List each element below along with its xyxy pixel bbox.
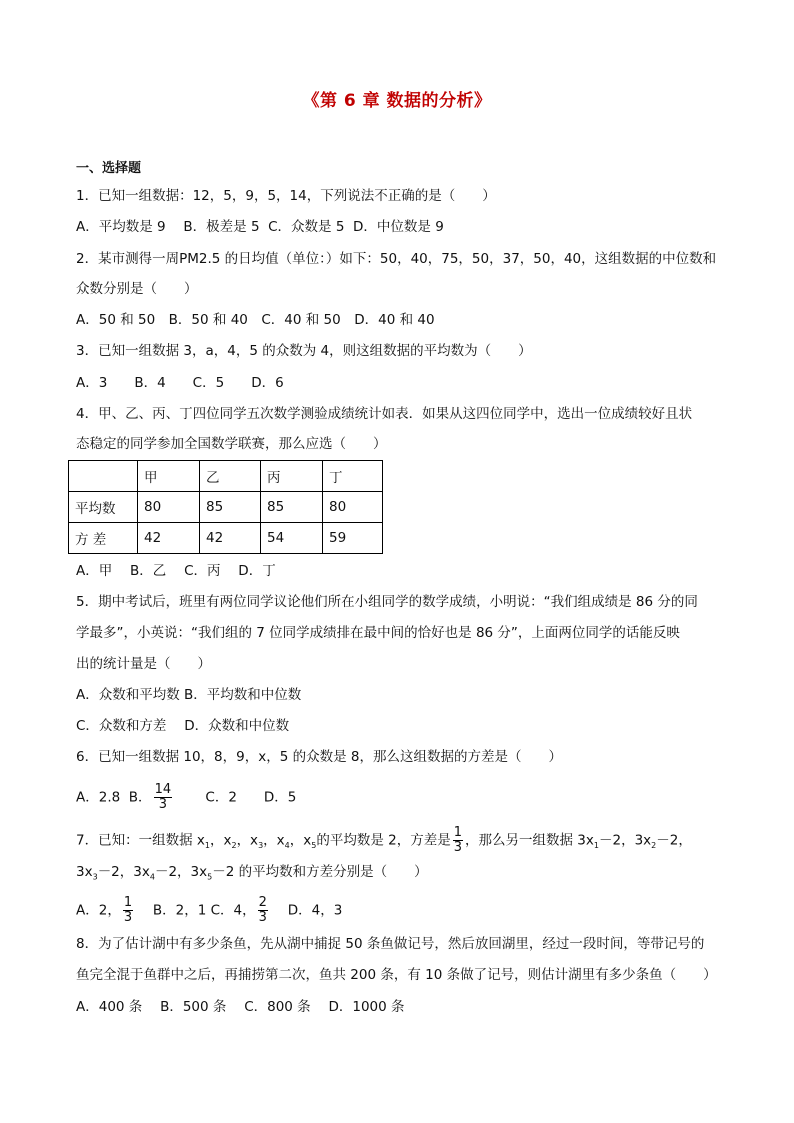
stem-text: －2， (656, 832, 692, 849)
table-row (69, 523, 383, 554)
subscript: 4 (284, 841, 290, 851)
question-3-stem: 3．已知一组数据 3，a，4，5 的众数为 4，则这组数据的平均数为（ ） (76, 343, 532, 359)
subscript: 2 (651, 841, 657, 851)
question-5-options-line1: A．众数和平均数 B．平均数和中位数 (76, 687, 302, 703)
question-8-stem-line2: 鱼完全混于鱼群中之后，再捕捞第二次，鱼共 200 条，有 10 条做了记号，则估计湖里有多少条鱼（ ） (76, 967, 717, 983)
stem-text: －2，3x (97, 864, 150, 880)
question-2-stem-line1: 2．某市测得一周PM2.5 的日均值（单位：）如下：50，40，75，50，37，50，40，这组数据的中位数和 (76, 251, 717, 267)
question-7-options (76, 896, 342, 925)
stem-text: ，x (209, 832, 232, 849)
table-header-cell: 乙 (200, 461, 261, 492)
page-title: 《第 6 章 数据的分析》 (302, 91, 492, 111)
table-cell: 59 (323, 523, 383, 554)
subscript: 5 (207, 872, 213, 882)
table-cell: 平均数 (69, 492, 138, 523)
table-cell: 85 (200, 492, 261, 523)
fraction-numerator: 2 (258, 895, 267, 910)
fraction (258, 896, 268, 925)
question-7-stem-line1 (76, 826, 692, 856)
table-cell: 42 (200, 523, 261, 554)
question-8-stem-line1: 8．为了估计湖中有多少条鱼，先从湖中捕捉 50 条鱼做记号，然后放回湖里，经过一段时间，等带记号的 (76, 936, 705, 952)
subscript: 5 (311, 841, 317, 851)
table-row (69, 492, 383, 523)
stem-text: －2 的平均数和方差分别是（ ） (212, 864, 428, 880)
subscript: 1 (593, 841, 599, 851)
fraction-numerator: 14 (154, 782, 172, 797)
table-header-cell: 甲 (138, 461, 200, 492)
stem-text: ，x (263, 832, 285, 849)
table-cell: 80 (323, 492, 383, 523)
stem-text: 3x (76, 864, 93, 880)
question-4-stem-line1: 4．甲、乙、丙、丁四位同学五次数学测验成绩统计如表．如果从这四位同学中，选出一位成绩较好且状 (76, 406, 693, 422)
section-heading: 一、选择题 (76, 161, 142, 176)
stem-text: ，x (236, 832, 259, 849)
table-cell: 42 (138, 523, 200, 554)
fraction-denominator: 3 (158, 797, 167, 812)
question-5-stem-line1: 5．期中考试后，班里有两位同学议论他们所在小组同学的数学成绩，小明说：“我们组成绩是 86 分的同 (76, 594, 698, 610)
question-8-options: A．400 条 B．500 条 C．800 条 D．1000 条 (76, 999, 405, 1015)
table-header-cell: 丁 (323, 461, 383, 492)
subscript: 2 (231, 841, 237, 851)
scores-table (68, 460, 383, 554)
question-4-stem-line2: 态稳定的同学参加全国数学联赛，那么应选（ ） (76, 436, 387, 452)
table-header-cell (69, 461, 138, 492)
fraction (123, 896, 133, 925)
question-6-stem: 6．已知一组数据 10，8，9，x，5 的众数是 8，那么这组数据的方差是（ ） (76, 749, 562, 765)
table-header-row (69, 461, 383, 492)
fraction-denominator: 3 (258, 910, 267, 925)
table-cell: 方 差 (69, 523, 138, 554)
subscript: 1 (204, 841, 210, 851)
table-header-cell: 丙 (261, 461, 323, 492)
table-cell: 80 (138, 492, 200, 523)
question-2-stem-line2: 众数分别是（ ） (76, 281, 198, 297)
question-3-options: A．3 B．4 C．5 D．6 (76, 375, 284, 391)
subscript: 3 (92, 872, 98, 882)
question-5-options-line2: C．众数和方差 D．众数和中位数 (76, 718, 290, 734)
question-2-options: A．50 和 50 B．50 和 40 C．40 和 50 D．40 和 40 (76, 312, 435, 328)
stem-text: ，x (289, 832, 312, 849)
stem-text: 7．已知：一组数据 x (76, 832, 205, 849)
question-6-options (76, 783, 296, 812)
fraction (453, 826, 463, 855)
question-4-options: A．甲 B．乙 C．丙 D．丁 (76, 563, 276, 579)
fraction-numerator: 1 (123, 895, 133, 910)
question-7-stem-line2 (76, 862, 428, 888)
stem-text: －2，3x (154, 864, 208, 880)
stem-text: －2，3x (598, 832, 652, 849)
option-text: B．2，1 C．4， (135, 902, 256, 919)
stem-text: 的平均数是 2，方差是 (316, 832, 451, 849)
option-text: A．2.8 B． (76, 789, 152, 806)
table-cell: 54 (261, 523, 323, 554)
table-cell: 85 (261, 492, 323, 523)
stem-text: ，那么另一组数据 3x (465, 832, 594, 849)
question-1-stem: 1．已知一组数据：12，5，9，5，14，下列说法不正确的是（ ） (76, 188, 496, 204)
question-1-options: A．平均数是 9 B．极差是 5 C．众数是 5 D．中位数是 9 (76, 219, 444, 235)
option-text: A．2， (76, 902, 121, 919)
option-text: C．2 D．5 (174, 789, 297, 806)
question-5-stem-line2: 学最多”，小英说：“我们组的 7 位同学成绩排在最中间的恰好也是 86 分”，上面两位同学的话能反映 (76, 625, 680, 641)
option-text: D．4，3 (269, 902, 343, 919)
fraction-denominator: 3 (123, 910, 133, 925)
fraction-numerator: 1 (453, 825, 463, 840)
fraction-denominator: 3 (453, 840, 463, 855)
subscript: 3 (258, 841, 264, 851)
subscript: 4 (149, 872, 155, 882)
question-5-stem-line3: 出的统计量是（ ） (76, 656, 211, 672)
fraction (154, 783, 173, 812)
